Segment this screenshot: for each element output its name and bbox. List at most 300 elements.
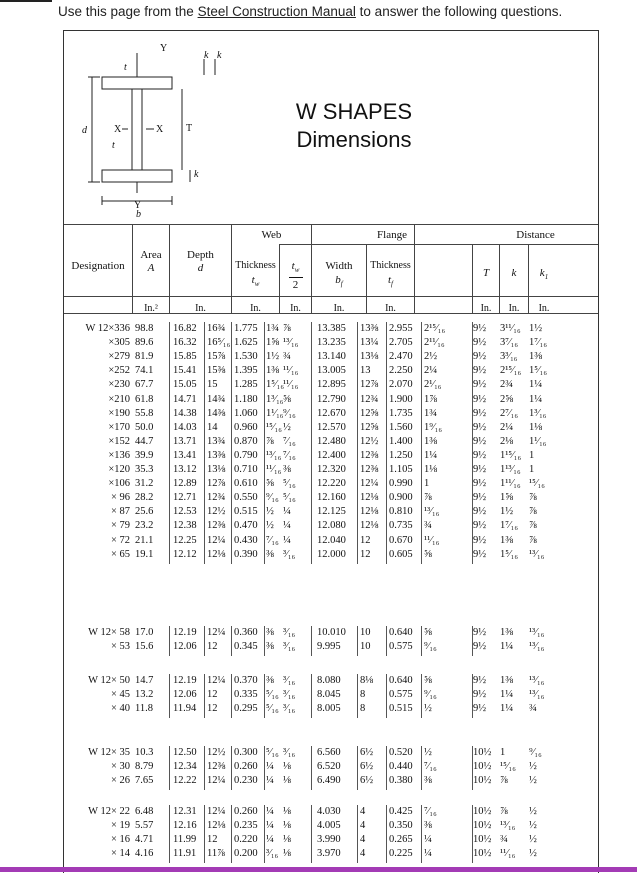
diagram-label-k: k: [217, 50, 222, 61]
table-row: [64, 847, 598, 861]
cell-web-thickness-decimal: 0.295: [234, 703, 258, 715]
cell-depth-decimal: 12.53: [173, 506, 197, 518]
cell-distance-T: 9½: [473, 464, 487, 475]
cell-area: 39.9: [135, 449, 154, 461]
cell-distance-k: 1⅜: [500, 534, 514, 546]
cell-flange-thickness-decimal: 0.575: [389, 689, 413, 701]
cell-distance-k1: 1⅛: [529, 421, 543, 433]
cell-designation: × 96: [110, 492, 130, 504]
cell-flange-thickness-decimal: 0.900: [389, 492, 413, 504]
cell-distance-T: 9½: [473, 323, 487, 334]
cell-distance-k1: 1⁷⁄₁₆: [529, 337, 547, 349]
cell-distance-k1: 1: [529, 449, 535, 461]
cell-web-thickness-decimal: 0.260: [234, 806, 258, 817]
cell-tw-over-2: ⁵⁄₁₆: [283, 492, 296, 504]
cell-distance-k: 3³⁄₁₆: [500, 351, 518, 363]
cell-flange-width-decimal: 12.125: [317, 506, 346, 518]
cell-flange-width-decimal: 12.480: [317, 435, 346, 447]
cell-distance-k: ⅞: [500, 775, 508, 787]
cell-designation: W 12× 22: [88, 806, 130, 817]
cell-distance-k1: ¹³⁄₁₆: [529, 641, 545, 653]
table-row: [64, 626, 598, 640]
manual-link-text: Steel Construction Manual: [197, 4, 356, 19]
column-rule: [204, 746, 205, 790]
cell-flange-thickness-decimal: 0.640: [389, 675, 413, 686]
cell-depth-fraction: 16¾: [207, 323, 226, 334]
cell-flange-thickness-decimal: 0.810: [389, 506, 413, 518]
column-rule: [204, 626, 205, 656]
cell-tw-over-2: ³⁄₁₆: [283, 689, 296, 701]
unit-flange-thickness: In.: [385, 303, 396, 314]
column-rule: [386, 322, 387, 564]
cell-web-thickness-decimal: 0.235: [234, 820, 258, 832]
diagram-label-y-top: Y: [160, 43, 168, 54]
cell-distance-k1: ½: [529, 761, 537, 773]
cell-distance-k: 2¾: [500, 379, 514, 391]
cell-designation: × 53: [110, 641, 130, 653]
cell-distance-k: 2¼: [500, 421, 514, 433]
cell-tw-over-2: ⅜: [283, 464, 291, 475]
cell-web-thickness-fraction: ⁷⁄₁₆: [266, 534, 279, 546]
cell-flange-thickness-decimal: 1.735: [389, 407, 413, 419]
cell-flange-width-decimal: 9.995: [317, 641, 341, 653]
cell-depth-decimal: 15.41: [173, 365, 197, 377]
cell-web-thickness-decimal: 0.200: [234, 848, 258, 860]
cell-flange-thickness-fraction: 2½: [424, 351, 438, 363]
cell-depth-decimal: 12.71: [173, 492, 197, 504]
cell-distance-k1: 1¼: [529, 379, 543, 391]
column-rule: [472, 626, 473, 656]
cell-flange-thickness-decimal: 2.705: [389, 337, 413, 349]
cell-web-thickness-decimal: 1.530: [234, 351, 258, 363]
cell-distance-k1: 1⁵⁄₁₆: [529, 365, 547, 377]
cell-distance-k: 1¼: [500, 703, 514, 715]
cell-depth-decimal: 16.82: [173, 323, 197, 334]
cell-area: 35.3: [135, 464, 154, 475]
cell-designation: ×210: [108, 393, 130, 405]
cell-distance-k1: ¹³⁄₁₆: [529, 548, 545, 560]
cell-depth-decimal: 14.03: [173, 421, 197, 433]
header-depth: Depth: [187, 249, 214, 261]
cell-area: 21.1: [135, 534, 154, 546]
cell-flange-thickness-decimal: 0.350: [389, 820, 413, 832]
cell-web-thickness-decimal: 0.960: [234, 421, 258, 433]
cell-area: 4.71: [135, 834, 154, 846]
cell-flange-width-fraction: 12⅛: [360, 492, 379, 504]
column-rule: [169, 322, 170, 564]
cell-distance-k: 1¼: [500, 689, 514, 701]
cell-flange-width-decimal: 12.000: [317, 548, 346, 560]
cell-tw-over-2: ¼: [283, 506, 291, 518]
cell-web-thickness-fraction: ⁵⁄₁₆: [266, 689, 279, 701]
cell-tw-over-2: ¹³⁄₁₆: [283, 337, 299, 349]
cell-depth-fraction: 12¾: [207, 492, 226, 504]
table-row: [64, 407, 598, 421]
cell-area: 61.8: [135, 393, 154, 405]
cell-distance-T: 9½: [473, 478, 487, 490]
cell-flange-thickness-fraction: 1⅞: [424, 393, 438, 405]
cell-flange-thickness-decimal: 2.955: [389, 323, 413, 334]
cell-flange-width-decimal: 3.970: [317, 848, 341, 860]
cell-web-thickness-decimal: 0.370: [234, 675, 258, 686]
cell-web-thickness-decimal: 0.550: [234, 492, 258, 504]
cell-flange-width-fraction: 12⅝: [360, 407, 379, 419]
cell-flange-thickness-fraction: ⅝: [424, 548, 432, 560]
cell-flange-thickness-decimal: 0.265: [389, 834, 413, 846]
cell-distance-k: 1⅜: [500, 675, 514, 686]
table-row: [64, 774, 598, 788]
cell-distance-T: 9½: [473, 506, 487, 518]
cell-distance-k1: 1½: [529, 323, 543, 334]
column-rule: [311, 674, 312, 718]
cell-designation: × 65: [110, 548, 130, 560]
cell-tw-over-2: ³⁄₁₆: [283, 703, 296, 715]
cell-distance-k1: ½: [529, 775, 537, 787]
cell-designation: × 19: [110, 820, 130, 832]
cell-flange-width-fraction: 12¼: [360, 478, 379, 490]
title-line-1: W SHAPES: [295, 99, 413, 124]
cell-depth-fraction: 12⅛: [207, 820, 226, 832]
cell-distance-T: 9½: [473, 449, 487, 461]
cell-flange-width-decimal: 13.235: [317, 337, 346, 349]
cell-flange-width-decimal: 13.385: [317, 323, 346, 334]
cell-designation: ×152: [108, 435, 130, 447]
cell-distance-k1: ½: [529, 834, 537, 846]
cell-depth-fraction: 15⅞: [207, 351, 226, 363]
cell-web-thickness-fraction: ¹⁵⁄₁₆: [266, 421, 282, 433]
cell-flange-width-decimal: 12.040: [317, 534, 346, 546]
cell-distance-T: 9½: [473, 421, 487, 433]
cell-flange-thickness-fraction: ½: [424, 747, 432, 758]
cell-flange-width-fraction: 6½: [360, 747, 374, 758]
column-rule: [311, 805, 312, 863]
cell-designation: ×190: [108, 407, 130, 419]
cell-web-thickness-fraction: ¼: [266, 761, 274, 773]
cell-flange-width-decimal: 13.140: [317, 351, 346, 363]
cell-distance-k: 1⁷⁄₁₆: [500, 520, 518, 532]
cell-web-thickness-fraction: ⅜: [266, 548, 274, 560]
cell-web-thickness-fraction: ¼: [266, 834, 274, 846]
table-row: [64, 491, 598, 505]
table-row: [64, 819, 598, 833]
column-rule: [264, 322, 265, 564]
cell-web-thickness-fraction: ¹¹⁄₁₆: [266, 464, 282, 475]
column-rule: [264, 674, 265, 718]
cell-depth-fraction: 12¼: [207, 534, 226, 546]
column-rule: [472, 746, 473, 790]
column-rule: [357, 805, 358, 863]
cell-depth-fraction: 12⅛: [207, 548, 226, 560]
cell-flange-thickness-decimal: 2.250: [389, 365, 413, 377]
diagram-label-x-right: X: [156, 124, 164, 135]
cell-flange-thickness-fraction: ¼: [424, 848, 432, 860]
cell-distance-T: 10½: [473, 820, 492, 832]
column-rule: [472, 674, 473, 718]
cell-depth-decimal: 15.85: [173, 351, 197, 363]
cell-depth-fraction: 12: [207, 641, 218, 653]
cell-depth-decimal: 12.22: [173, 775, 197, 787]
column-rule: [311, 746, 312, 790]
cell-web-thickness-decimal: 0.790: [234, 449, 258, 461]
cell-flange-width-fraction: 12⅜: [360, 464, 379, 475]
column-rule: [231, 674, 232, 718]
cell-flange-thickness-fraction: ¾: [424, 520, 432, 532]
header-tw-over-2: $t_w$ 2: [280, 260, 311, 291]
cell-designation: ×305: [108, 337, 130, 349]
cell-distance-T: 9½: [473, 520, 487, 532]
cell-distance-k1: 1¹⁄₁₆: [529, 435, 547, 447]
diagram-label-d: d: [82, 125, 87, 136]
cell-designation: W 12× 50: [88, 675, 130, 686]
cell-depth-fraction: 12½: [207, 747, 226, 758]
column-rule: [264, 805, 265, 863]
column-rule: [231, 626, 232, 656]
column-rule: [231, 322, 232, 564]
cell-flange-width-decimal: 12.895: [317, 379, 346, 391]
cell-web-thickness-fraction: ½: [266, 520, 274, 532]
cell-depth-decimal: 16.32: [173, 337, 197, 349]
diagram-label-k-lower: k: [194, 169, 199, 180]
cell-depth-fraction: 13⅛: [207, 464, 226, 475]
cell-depth-fraction: 12¼: [207, 627, 226, 638]
header-web-thickness: Thickness: [235, 260, 276, 271]
cell-flange-thickness-fraction: 1⅜: [424, 435, 438, 447]
cell-area: 81.9: [135, 351, 154, 363]
header-flange-width: Width: [325, 260, 353, 272]
cell-distance-T: 10½: [473, 848, 492, 860]
header-distance: Distance: [516, 229, 555, 241]
cell-depth-decimal: 15.05: [173, 379, 197, 391]
table-row: [64, 350, 598, 364]
unit-tw-over-2: In.: [290, 303, 301, 314]
cell-depth-decimal: 12.25: [173, 534, 197, 546]
cell-distance-T: 9½: [473, 407, 487, 419]
cell-flange-thickness-decimal: 0.670: [389, 534, 413, 546]
cell-flange-thickness-fraction: 2¹⁄₁₆: [424, 379, 442, 391]
cell-flange-thickness-fraction: ⅜: [424, 820, 432, 832]
column-rule: [169, 674, 170, 718]
cell-web-thickness-decimal: 0.710: [234, 464, 258, 475]
cell-distance-T: 9½: [473, 675, 487, 686]
cell-area: 50.0: [135, 421, 154, 433]
cell-web-thickness-decimal: 1.060: [234, 407, 258, 419]
cell-web-thickness-fraction: ⅜: [266, 627, 274, 638]
cell-flange-width-decimal: 12.400: [317, 449, 346, 461]
column-rule: [357, 674, 358, 718]
cell-web-thickness-decimal: 1.775: [234, 323, 258, 334]
header-k1: $k_1$: [539, 267, 549, 282]
cell-depth-decimal: 11.99: [173, 834, 197, 846]
cell-tw-over-2: ³⁄₁₆: [283, 641, 296, 653]
cell-distance-k: ⅞: [500, 806, 508, 817]
diagram-label-tf: t: [112, 140, 115, 151]
cell-distance-k1: 1: [529, 464, 535, 475]
column-rule: [169, 626, 170, 656]
cell-distance-k1: ¹³⁄₁₆: [529, 675, 545, 686]
cell-distance-T: 9½: [473, 627, 487, 638]
diagram-label-tw: t: [124, 62, 127, 73]
cell-flange-thickness-decimal: 0.575: [389, 641, 413, 653]
cell-area: 25.6: [135, 506, 154, 518]
column-rule: [311, 322, 312, 564]
cell-flange-thickness-decimal: 0.440: [389, 761, 413, 773]
column-rule: [231, 746, 232, 790]
cell-designation: ×170: [108, 421, 130, 433]
cell-tw-over-2: ³⁄₁₆: [283, 548, 296, 560]
cell-tw-over-2: ³⁄₁₆: [283, 675, 296, 686]
cell-designation: × 72: [110, 534, 130, 546]
cell-flange-width-decimal: 12.570: [317, 421, 346, 433]
cell-depth-fraction: 12: [207, 703, 218, 715]
cell-depth-fraction: 12⅞: [207, 478, 226, 490]
cell-distance-T: 9½: [473, 393, 487, 405]
cell-distance-k: 1¹³⁄₁₆: [500, 464, 521, 475]
cell-depth-fraction: 14¾: [207, 393, 226, 405]
cell-web-thickness-decimal: 0.345: [234, 641, 258, 653]
page-title: [264, 98, 444, 154]
table-row: [64, 378, 598, 392]
cell-flange-width-fraction: 4: [360, 806, 366, 817]
table-row: [64, 805, 598, 819]
cell-distance-k1: ⅞: [529, 506, 537, 518]
cell-designation: × 40: [110, 703, 130, 715]
cell-distance-T: 10½: [473, 806, 492, 817]
cell-flange-thickness-decimal: 1.900: [389, 393, 413, 405]
cell-flange-thickness-fraction: ¹³⁄₁₆: [424, 506, 440, 518]
cell-web-thickness-fraction: ³⁄₁₆: [266, 848, 279, 860]
cell-depth-decimal: 13.71: [173, 435, 197, 447]
cell-flange-width-decimal: 8.005: [317, 703, 341, 715]
cell-web-thickness-fraction: ⅞: [266, 435, 274, 447]
cell-designation: × 79: [110, 520, 130, 532]
steel-manual-page: [63, 30, 599, 873]
cell-flange-thickness-fraction: ⁹⁄₁₆: [424, 689, 437, 701]
cell-distance-k: 3⁷⁄₁₆: [500, 337, 518, 349]
cell-flange-width-decimal: 12.320: [317, 464, 346, 475]
cell-flange-width-fraction: 13: [360, 365, 371, 377]
cell-flange-thickness-fraction: 1¼: [424, 449, 438, 461]
cell-web-thickness-fraction: 1⁵⁄₁₆: [266, 379, 284, 391]
column-rule: [357, 746, 358, 790]
cell-depth-fraction: 12⅜: [207, 520, 226, 532]
cell-area: 7.65: [135, 775, 154, 787]
header-depth-symbol: d: [197, 262, 204, 274]
cell-depth-fraction: 16⁵⁄₁₆: [207, 337, 231, 349]
cell-flange-width-decimal: 13.005: [317, 365, 346, 377]
cell-flange-thickness-decimal: 2.470: [389, 351, 413, 363]
cell-web-thickness-fraction: 1³⁄₁₆: [266, 393, 284, 405]
cell-distance-k1: ⁹⁄₁₆: [529, 747, 542, 758]
table-row: [64, 463, 598, 477]
header-k: k: [511, 267, 517, 279]
cell-web-thickness-decimal: 1.395: [234, 365, 258, 377]
cell-flange-thickness-fraction: 2¼: [424, 365, 438, 377]
cell-tw-over-2: ⁷⁄₁₆: [283, 435, 296, 447]
cell-web-thickness-fraction: ⅜: [266, 675, 274, 686]
cell-flange-width-fraction: 8: [360, 689, 366, 701]
cell-flange-thickness-fraction: ⅝: [424, 627, 432, 638]
cell-web-thickness-decimal: 0.260: [234, 761, 258, 773]
cell-web-thickness-fraction: 1⅝: [266, 337, 280, 349]
cell-distance-T: 9½: [473, 548, 487, 560]
cell-web-thickness-decimal: 0.360: [234, 627, 258, 638]
title-line-2: Dimensions: [296, 127, 412, 152]
cell-distance-k: 2⅝: [500, 393, 514, 405]
cell-depth-fraction: 12: [207, 689, 218, 701]
cell-distance-T: 10½: [473, 775, 492, 787]
unit-flange-width: In.: [333, 303, 345, 314]
cell-distance-T: 9½: [473, 492, 487, 504]
cell-distance-k: 1⁵⁄₁₆: [500, 548, 518, 560]
header-T: T: [482, 267, 490, 279]
cell-tw-over-2: ⅛: [283, 834, 291, 846]
cell-flange-thickness-decimal: 0.515: [389, 703, 413, 715]
cell-flange-thickness-decimal: 0.380: [389, 775, 413, 787]
cell-area: 89.6: [135, 337, 154, 349]
cell-web-thickness-fraction: ⁵⁄₁₆: [266, 703, 279, 715]
cell-flange-width-fraction: 12⅜: [360, 449, 379, 461]
cell-web-thickness-decimal: 1.285: [234, 379, 258, 391]
cell-flange-thickness-fraction: ¹¹⁄₁₆: [424, 534, 440, 546]
cell-web-thickness-decimal: 0.470: [234, 520, 258, 532]
column-rule: [386, 805, 387, 863]
cell-web-thickness-decimal: 0.335: [234, 689, 258, 701]
cell-web-thickness-decimal: 0.220: [234, 834, 258, 846]
column-rule: [386, 746, 387, 790]
cell-depth-fraction: 15⅜: [207, 365, 226, 377]
cell-distance-T: 10½: [473, 834, 492, 846]
cell-area: 55.8: [135, 407, 154, 419]
table-row: [64, 364, 598, 378]
column-rule: [421, 746, 422, 790]
cell-distance-T: 9½: [473, 435, 487, 447]
cell-distance-k1: ¾: [529, 703, 537, 715]
cell-distance-k: 1¹¹⁄₁₆: [500, 478, 521, 490]
cell-distance-k: 3¹¹⁄₁₆: [500, 323, 521, 334]
cell-tw-over-2: ¾: [283, 351, 291, 363]
cell-flange-width-decimal: 6.560: [317, 747, 341, 758]
column-rule: [204, 674, 205, 718]
unit-k: In.: [508, 303, 520, 314]
cell-distance-k1: ½: [529, 820, 537, 832]
cell-tw-over-2: ⅝: [283, 393, 291, 405]
cell-depth-fraction: 13⅜: [207, 449, 226, 461]
cell-distance-k1: ¹⁵⁄₁₆: [529, 478, 545, 490]
cell-area: 19.1: [135, 548, 154, 560]
cell-depth-fraction: 14⅜: [207, 407, 226, 419]
cell-tw-over-2: ¼: [283, 520, 291, 532]
cell-tw-over-2: ⁵⁄₁₆: [283, 478, 296, 490]
cell-distance-T: 9½: [473, 641, 487, 653]
column-rule: [421, 626, 422, 656]
header-web-thickness-symbol: $t_w$: [251, 274, 260, 289]
cell-distance-k: 1⅜: [500, 627, 514, 638]
unit-depth: In.: [195, 303, 206, 314]
cell-web-thickness-fraction: ¼: [266, 775, 274, 787]
cell-web-thickness-fraction: ⁹⁄₁₆: [266, 492, 279, 504]
cell-flange-thickness-fraction: ⁷⁄₁₆: [424, 806, 437, 817]
top-edge-rule: [0, 0, 52, 2]
cell-designation: × 14: [110, 848, 130, 860]
cell-web-thickness-decimal: 1.180: [234, 393, 258, 405]
cell-depth-decimal: 11.91: [173, 848, 197, 860]
cell-flange-width-decimal: 6.490: [317, 775, 341, 787]
column-rule: [421, 805, 422, 863]
cell-area: 10.3: [135, 747, 154, 758]
instruction-text: Use this page from the Steel Construction Manual to answer the following questions.: [58, 4, 563, 19]
cell-web-thickness-decimal: 0.300: [234, 747, 258, 758]
cell-flange-thickness-fraction: 1⅛: [424, 464, 438, 475]
